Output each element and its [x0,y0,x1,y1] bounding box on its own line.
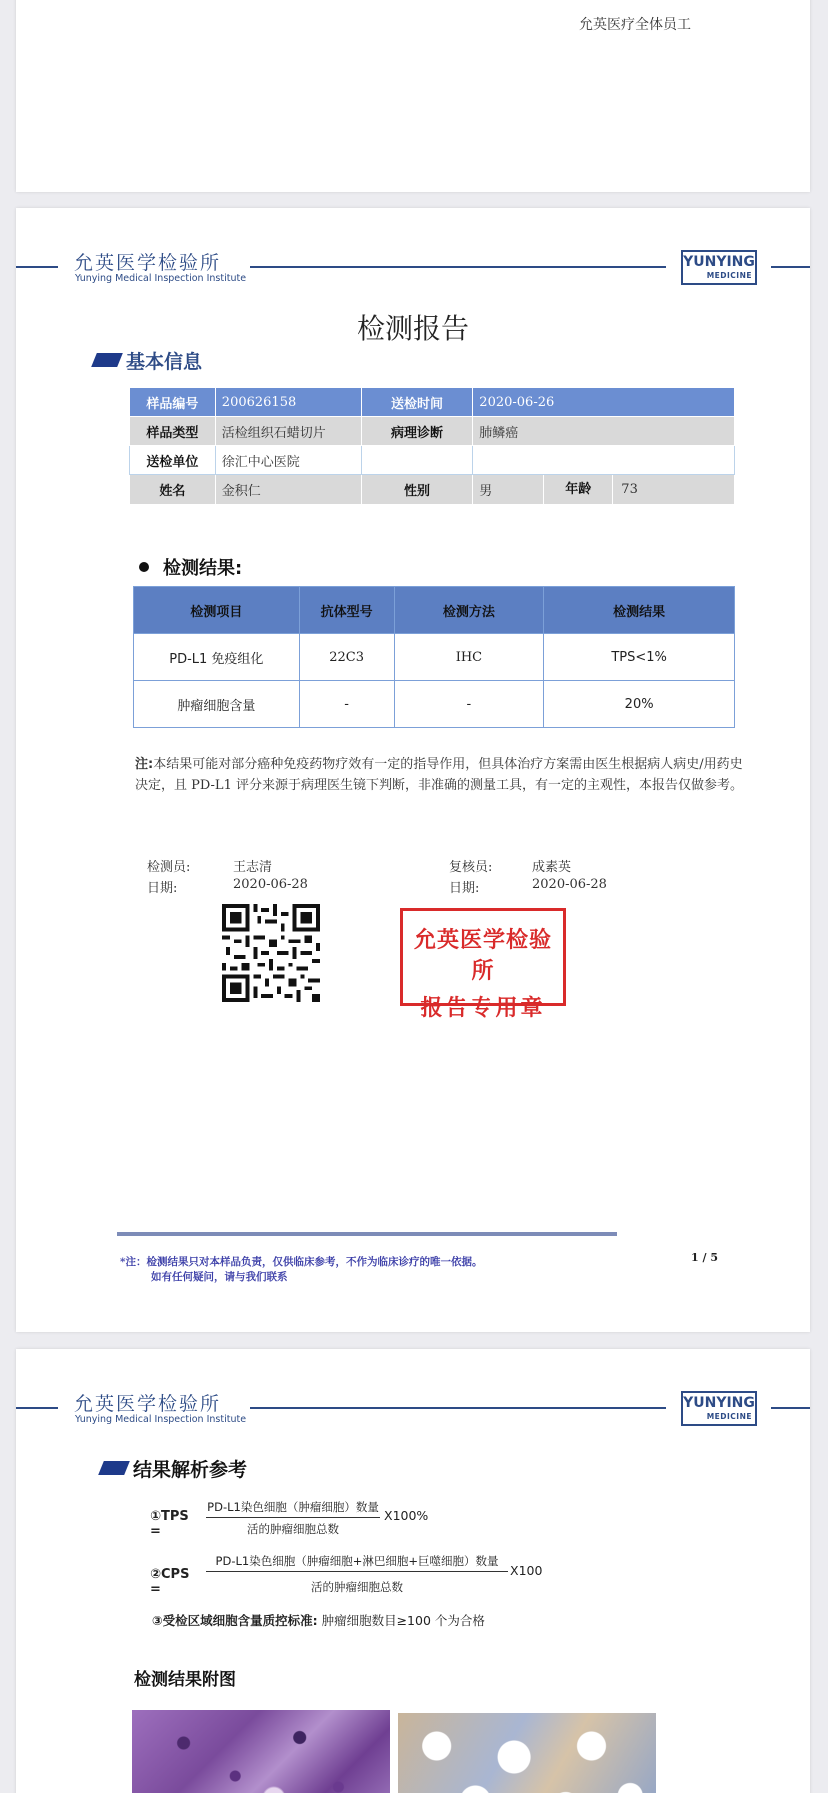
sex-label: 性别 [361,475,473,505]
bullet-icon [139,562,149,572]
age-label: 年龄 [543,475,613,504]
previous-page [16,0,810,192]
qr-code-icon [222,904,320,1002]
tps-denominator: 活的肿瘤细胞总数 [247,1522,339,1536]
stamp-line1: 允英医学检验所 [413,927,552,984]
letterhead-rule-left [16,266,58,268]
results-col-header: 抗体型号 [299,587,394,634]
letterhead-rule-right [771,1407,810,1409]
tps-numerator: PD-L1染色细胞（肿瘤细胞）数量 [207,1500,379,1514]
logo-line2: MEDICINE [706,271,752,280]
info-value: 徐汇中心医院 [215,446,361,475]
basic-info-heading: 基本信息 [94,347,202,374]
ihc-stain-image [398,1713,656,1793]
tps-label: ①TPS = [150,1509,189,1539]
results-cell: - [394,681,544,728]
results-col-header: 检测项目 [134,587,300,634]
info-key: 病理诊断 [361,417,473,446]
institute-name-cn: 允英医学检验所 [74,252,222,274]
reviewer-date-label: 日期: [449,881,480,896]
patient-name: 金积仁 [215,475,361,505]
results-cell: IHC [394,634,544,681]
reviewer-date: 2020-06-28 [532,877,607,892]
tester-label: 检测员: [147,860,191,875]
qc-text: 肿瘤细胞数目≥100 个为合格 [321,1613,485,1628]
footer-note-line2: 如有任何疑问，请与我们联系 [151,1271,288,1283]
he-stain-image [132,1710,390,1793]
basic-info-table [129,387,735,505]
recipient-text: 允英医疗全体员工 [579,17,691,33]
results-cell: - [299,681,394,728]
results-cell: 20% [544,681,735,728]
note-label: 注: [135,757,154,772]
patient-age: 73 [621,482,638,497]
cps-numerator: PD-L1染色细胞（肿瘤细胞+淋巴细胞+巨噬细胞）数量 [215,1554,499,1568]
info-row [130,388,735,417]
yunying-logo [681,250,757,285]
reviewer-name: 成素英 [532,860,572,875]
patient-sex: 男 [479,484,493,499]
note-text: 本结果可能对部分癌种免疫药物疗效有一定的指导作用，但具体治疗方案需由医生根据病人病史/用药史决定，且 PD-L1 评分来源于病理医生镜下判断，非准确的测量工具，有一定的主观性，本报告仅做参考。 [135,757,743,793]
institute-name-en: Yunying Medical Inspection Institute [75,273,247,284]
tps-multiplier: X100% [384,1508,429,1523]
footer-note-line1: *注：检测结果只对本样品负责，仅供临床参考，不作为临床诊疗的唯一依据。 [120,1256,483,1268]
info-key: 送检单位 [130,446,216,475]
interpretation-heading: 结果解析参考 [101,1455,247,1482]
results-header-row [134,587,735,634]
report-page-1 [16,208,810,1332]
info-key: 样品编号 [130,388,216,417]
report-note [135,754,743,796]
logo-line1: YUNYING [683,254,755,270]
footer-note [120,1255,483,1285]
yunying-logo [681,1391,757,1426]
info-value: 活检组织石蜡切片 [215,417,361,446]
cps-label: ②CPS = [150,1567,190,1597]
info-empty [361,446,473,475]
stamp-line2: 报告专用章 [420,995,546,1021]
results-cell: TPS<1% [544,634,735,681]
institute-name-cn: 允英医学检验所 [74,1393,222,1415]
info-row [130,446,735,475]
results-col-header: 检测结果 [544,587,735,634]
footer-rule [117,1232,617,1236]
info-key: 样品类型 [130,417,216,446]
logo-line1: YUNYING [683,1395,755,1411]
qc-standard [152,1611,485,1629]
report-stamp [400,908,566,1021]
heading-marker-icon [98,1461,130,1475]
results-cell: 22C3 [299,634,394,681]
institute-name-en: Yunying Medical Inspection Institute [75,1414,247,1425]
page-number: 1 / 5 [691,1251,718,1264]
cps-multiplier: X100 [510,1563,543,1578]
results-col-header: 检测方法 [394,587,544,634]
tester-date: 2020-06-28 [233,877,308,892]
report-title: 检测报告 [356,312,469,345]
patient-row [130,475,735,505]
reviewer-label: 复核员: [449,860,493,875]
results-table [133,586,735,728]
results-row [134,634,735,681]
figures-heading: 检测结果附图 [134,1670,236,1690]
info-value: 200626158 [215,388,361,417]
logo-line2: MEDICINE [706,1412,752,1421]
info-empty [473,446,735,475]
cps-denominator: 活的肿瘤细胞总数 [311,1580,403,1594]
tester-date-label: 日期: [147,881,178,896]
report-page-2 [16,1349,810,1793]
letterhead-rule-left [16,1407,58,1409]
sex-age-cell [473,475,735,505]
results-cell: 肿瘤细胞含量 [134,681,300,728]
info-value: 2020-06-26 [473,388,735,417]
info-row [130,417,735,446]
letterhead-rule-right [771,266,810,268]
results-row [134,681,735,728]
cps-fraction-bar [206,1571,508,1572]
letterhead-rule-middle [250,1407,666,1409]
results-cell: PD-L1 免疫组化 [134,634,300,681]
info-value: 肺鳞癌 [473,417,735,446]
tps-fraction-bar [206,1517,380,1518]
qc-label: ③受检区域细胞含量质控标准: [152,1613,318,1628]
heading-marker-icon [91,353,123,367]
info-key: 送检时间 [361,388,473,417]
letterhead-rule-middle [250,266,666,268]
tester-name: 王志清 [233,860,273,875]
name-label: 姓名 [130,475,216,505]
results-heading: 检测结果: [139,554,242,580]
